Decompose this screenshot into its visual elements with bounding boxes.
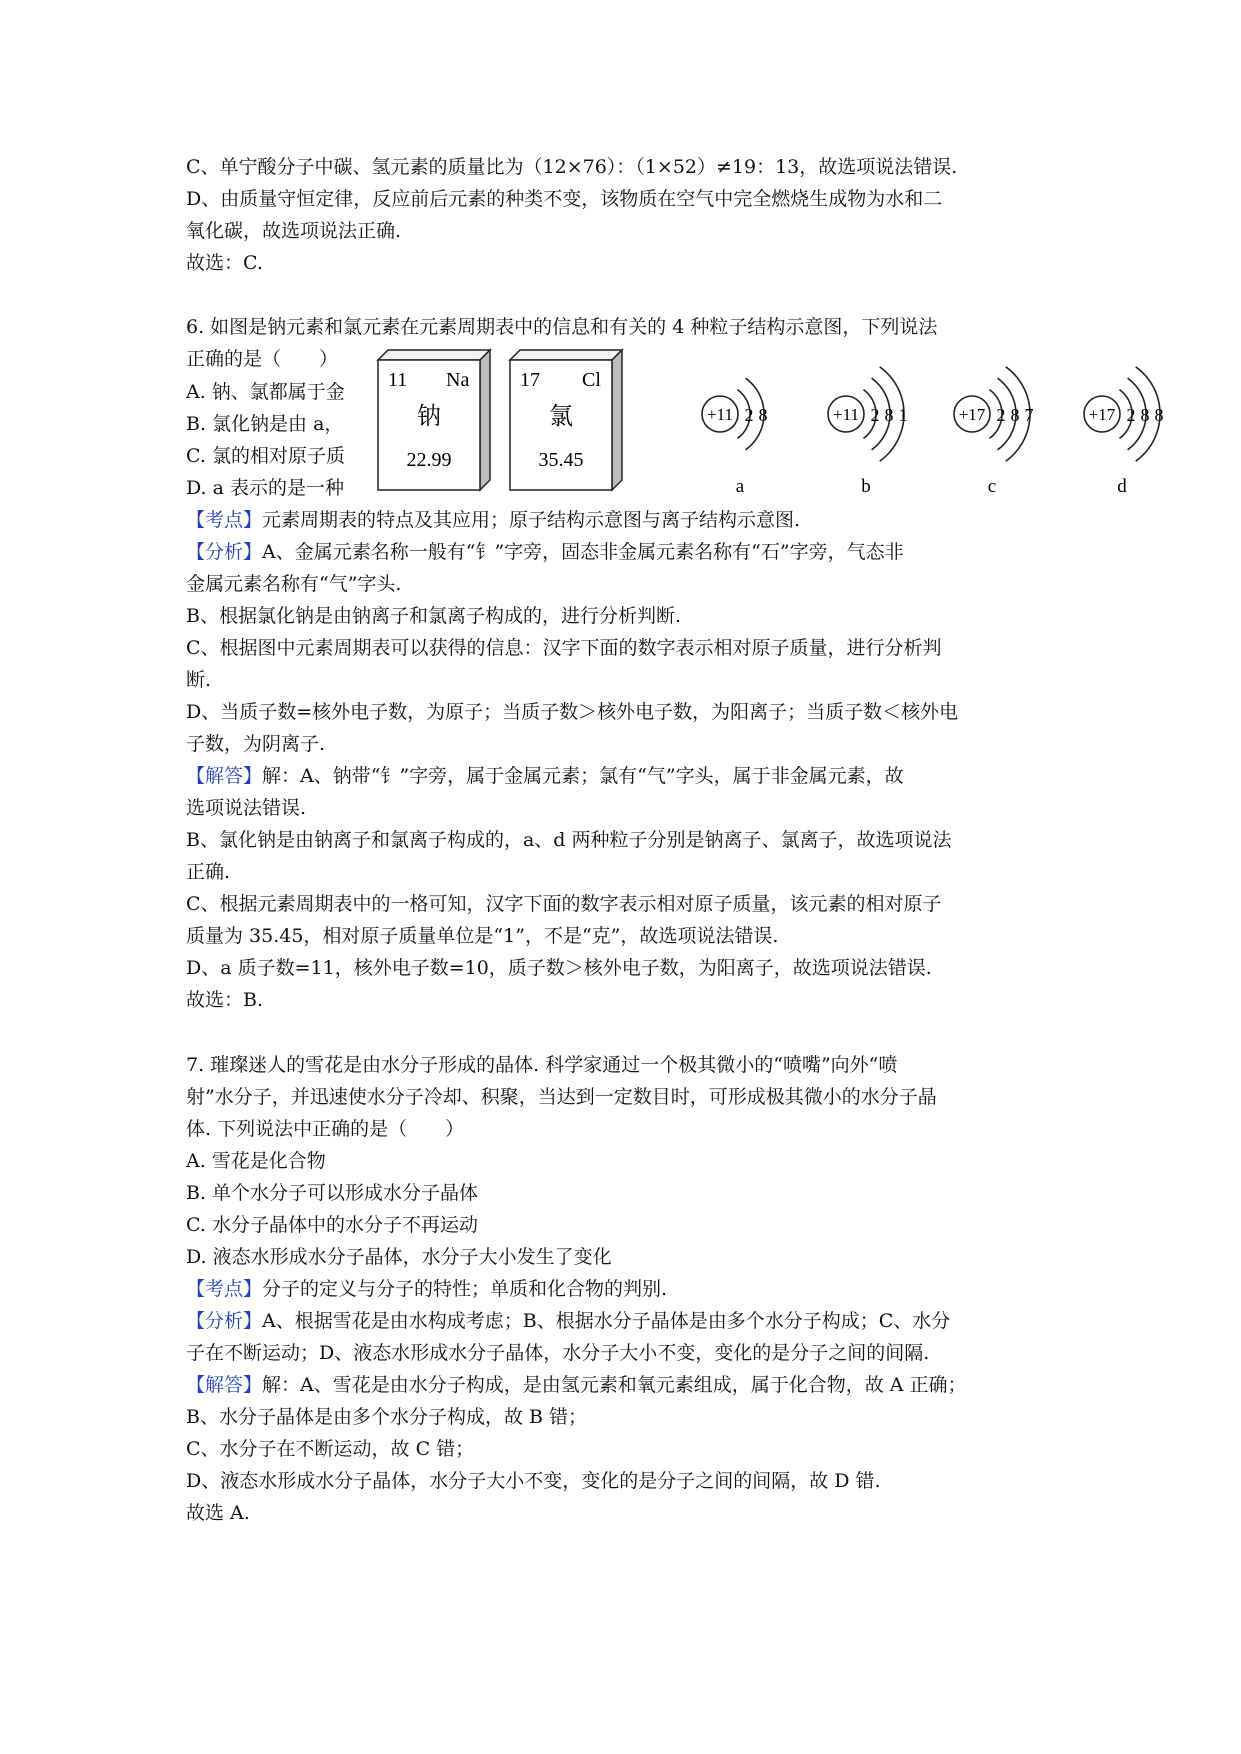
nucleus-charge: +11	[833, 405, 859, 424]
q7-kaodian	[186, 1277, 667, 1301]
shell-electron-count: 8	[884, 405, 894, 425]
na-symbol: Na	[446, 369, 470, 391]
particle-diagram-b	[828, 367, 908, 497]
particle-label: c	[987, 476, 997, 497]
shell-electron-count: 2	[1126, 405, 1136, 425]
shell-electron-count: 2	[744, 405, 754, 425]
particle-label: d	[1117, 476, 1127, 497]
fenxi-tag: 【分析】	[186, 541, 263, 563]
shell-electron-count: 2	[996, 405, 1006, 425]
kaodian-text: 元素周期表的特点及其应用；原子结构示意图与离子结构示意图.	[262, 509, 801, 531]
q6-stem-cont: 正确的是（ ）	[186, 348, 339, 370]
q7-jieda-line: D、液态水形成水分子晶体，水分子大小不变，变化的是分子之间的间隔，故 D 错.	[186, 1470, 881, 1492]
element-figure	[368, 342, 1198, 502]
kaodian-text: 分子的定义与分子的特性；单质和化合物的判别.	[262, 1278, 668, 1300]
q6-stem: 6. 如图是钠元素和氯元素在元素周期表中的信息和有关的 4 种粒子结构示意图，下列说法	[186, 316, 938, 338]
jieda-text: 解：A、钠带“钅”字旁，属于金属元素；氯有“气”字头，属于非金属元素，故	[262, 765, 904, 787]
cl-symbol: Cl	[582, 369, 601, 391]
q6-jieda-line: 正确.	[186, 861, 231, 883]
q6-fenxi-line: C、根据图中元素周期表可以获得的信息：汉字下面的数字表示相对原子质量，进行分析判	[186, 637, 942, 659]
fenxi-text: A、金属元素名称一般有“钅”字旁，固态非金属元素名称有“石”字旁，气态非	[262, 541, 904, 563]
kaodian-tag: 【考点】	[186, 509, 263, 531]
q5-option-d-explanation: D、由质量守恒定律，反应前后元素的种类不变，该物质在空气中完全燃烧生成物为水和二	[186, 188, 943, 210]
q7-option-c: C. 水分子晶体中的水分子不再运动	[186, 1214, 478, 1236]
q6-answer: 故选：B.	[186, 989, 264, 1011]
q7-stem-cont: 体. 下列说法中正确的是（ ）	[186, 1118, 465, 1140]
particle-diagram-a	[702, 378, 768, 497]
q7-jieda	[186, 1373, 967, 1397]
q6-fenxi-line: 金属元素名称有“气”字头.	[186, 573, 402, 595]
particle-diagrams	[702, 367, 1164, 497]
particle-label: a	[735, 476, 745, 497]
q7-stem: 7. 璀璨迷人的雪花是由水分子形成的晶体. 科学家通过一个极其微小的“喷嘴”向外“喷	[186, 1054, 898, 1076]
na-element-card	[378, 350, 490, 490]
particle-diagram-d	[1084, 367, 1164, 497]
shell-electron-count: 8	[758, 405, 768, 425]
fenxi-text: A、根据雪花是由水构成考虑；B、根据水分子晶体是由多个水分子构成；C、水分	[262, 1310, 951, 1332]
shell-electron-count: 8	[1010, 405, 1020, 425]
q6-jieda-line: 质量为 35.45，相对原子质量单位是“1”，不是“克”，故选项说法错误.	[186, 925, 779, 947]
q6-jieda	[186, 764, 904, 788]
q6-fenxi-line: D、当质子数=核外电子数，为原子；当质子数＞核外电子数，为阳离子；当质子数＜核外电	[186, 701, 959, 723]
q6-option-b: B. 氯化钠是由 a，	[186, 413, 344, 435]
q5-option-d-explanation-cont: 氧化碳，故选项说法正确.	[186, 220, 402, 242]
shell-electron-count: 1	[898, 405, 908, 425]
q6-kaodian	[186, 508, 800, 532]
q6-fenxi	[186, 540, 904, 564]
shell-electron-count: 8	[1154, 405, 1164, 425]
q6-fenxi-line: 断.	[186, 669, 212, 691]
q7-fenxi	[186, 1309, 950, 1333]
q6-jieda-line: B、氯化钠是由钠离子和氯离子构成的，a、d 两种粒子分别是钠离子、氯离子，故选项说法	[186, 829, 952, 851]
cl-element-card	[510, 350, 622, 490]
q5-answer: 故选：C.	[186, 252, 263, 274]
nucleus-charge: +11	[707, 405, 733, 424]
na-atomic-mass: 22.99	[406, 449, 452, 471]
q6-option-c: C. 氯的相对原子质	[186, 445, 345, 467]
q7-option-d: D. 液态水形成水分子晶体，水分子大小发生了变化	[186, 1246, 612, 1268]
q6-option-a: A. 钠、氯都属于金	[186, 381, 345, 403]
q6-fenxi-line: 子数，为阴离子.	[186, 733, 326, 755]
particle-diagram-c	[954, 367, 1034, 497]
q7-jieda-line: B、水分子晶体是由多个水分子构成，故 B 错；	[186, 1406, 588, 1428]
q7-fenxi-line: 子在不断运动；D、液态水形成水分子晶体，水分子大小不变，变化的是分子之间的间隔.	[186, 1342, 930, 1364]
nucleus-charge: +17	[958, 405, 986, 424]
jieda-tag: 【解答】	[186, 1374, 263, 1396]
q5-option-c-explanation: C、单宁酸分子中碳、氢元素的质量比为（12×76）：（1×52）≠19：13，故选项说法错误.	[186, 156, 958, 178]
q7-stem-cont: 射”水分子，并迅速使水分子冷却、积聚，当达到一定数目时，可形成极其微小的水分子晶	[186, 1086, 937, 1108]
cl-atomic-mass: 35.45	[538, 449, 584, 471]
shell-electron-count: 8	[1140, 405, 1150, 425]
cl-name: 氯	[549, 402, 573, 430]
nucleus-charge: +17	[1088, 405, 1116, 424]
fenxi-tag: 【分析】	[186, 1310, 263, 1332]
cl-atomic-number: 17	[520, 369, 540, 391]
shell-electron-count: 7	[1024, 405, 1034, 425]
q6-jieda-line: D、a 质子数=11，核外电子数=10，质子数＞核外电子数，为阳离子，故选项说法错误.	[186, 957, 932, 979]
kaodian-tag: 【考点】	[186, 1278, 263, 1300]
q6-jieda-line: C、根据元素周期表中的一格可知，汉字下面的数字表示相对原子质量，该元素的相对原子	[186, 893, 942, 915]
q6-option-d: D. a 表示的是一种	[186, 477, 345, 499]
shell-electron-count: 2	[870, 405, 880, 425]
q7-jieda-line: C、水分子在不断运动，故 C 错；	[186, 1438, 475, 1460]
q6-jieda-line: 选项说法错误.	[186, 797, 307, 819]
q7-option-a: A. 雪花是化合物	[186, 1150, 326, 1172]
jieda-tag: 【解答】	[186, 765, 263, 787]
jieda-text: 解：A、雪花是由水分子构成，是由氢元素和氧元素组成，属于化合物，故 A 正确；	[262, 1374, 967, 1396]
q7-answer: 故选 A.	[186, 1502, 250, 1524]
na-name: 钠	[417, 402, 441, 430]
q7-option-b: B. 单个水分子可以形成水分子晶体	[186, 1182, 479, 1204]
na-atomic-number: 11	[388, 369, 408, 391]
q6-fenxi-line: B、根据氯化钠是由钠离子和氯离子构成的，进行分析判断.	[186, 605, 682, 627]
particle-label: b	[861, 476, 871, 497]
